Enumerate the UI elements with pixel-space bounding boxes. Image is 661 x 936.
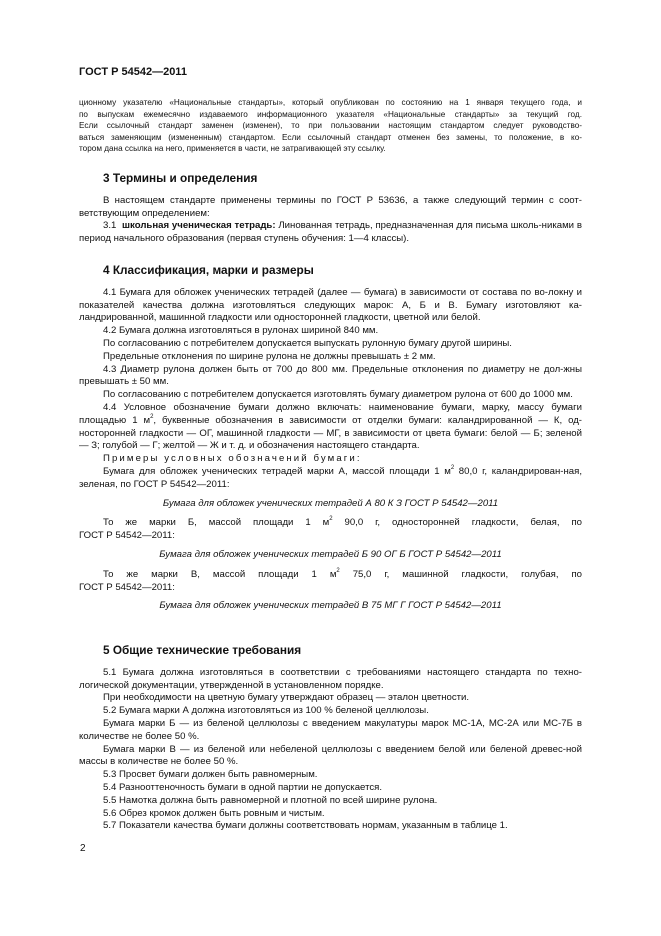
superscript: 2 — [336, 567, 340, 574]
example-description — [79, 466, 582, 492]
intro-line: ционному указателю «Национальные стандарты», который опубликован по состоянию на 1 января текущего года, и — [79, 98, 582, 107]
paragraph: В настоящем стандарте применены термины по ГОСТ Р 53636, а также следующий термин с соот-ветствующим определением: — [79, 194, 582, 219]
example-code: Бумага для обложек ученических тетрадей В 75 МГ Г ГОСТ Р 54542—2011 — [159, 600, 502, 612]
document-header: ГОСТ Р 54542—2011 — [79, 66, 187, 78]
paragraph: По согласованию с потребителем допускается выпускать рулонную бумагу другой ширины. — [103, 337, 512, 349]
text-run: 4.4 Условное обозначение бумаги должно включать: наименование бумаги, марку, массу бумаги площадью 1 м — [79, 401, 582, 426]
section-5 — [79, 644, 582, 833]
example-description-cont: ГОСТ Р 54542—2011: — [79, 530, 175, 542]
superscript: 2 — [450, 464, 455, 471]
section-4 — [79, 264, 582, 613]
text-run: Бумага для обложек ученических тетрадей марки А, массой площади 1 м — [103, 465, 451, 477]
intro-line: ваться заменяющим (измененным) стандартом. Если ссылочный стандарт отменен без замены, то положение, в ко- — [79, 132, 582, 142]
paragraph: 5.1 Бумага должна изготовляться в соответствии с требованиями настоящего стандарта по техно-логической документации, утвержденной в установленном порядке. — [79, 666, 582, 691]
section-3-heading: 3 Термины и определения — [103, 171, 258, 185]
text-run: 90,0 г, односторонней гладкости, белая, по — [332, 517, 582, 529]
text-run: То же марки Б, массой площади 1 м — [103, 517, 330, 529]
paragraph: Бумага марки Б — из беленой целлюлозы с введением макулатуры марок МС-1А, МС-2А или МС-7Б в количестве не более 50 %. — [79, 717, 582, 742]
paragraph: По согласованию с потребителем допускается изготовлять бумагу диаметром рулона от 600 до 1000 мм. — [103, 389, 573, 401]
example-code: Бумага для обложек ученических тетрадей Б 90 ОГ Б ГОСТ Р 54542—2011 — [159, 548, 502, 560]
definition-term: школьная ученическая тетрадь: — [122, 220, 276, 232]
definition-text: Линованная тетрадь, предназначенная для письма школь-никами в период начального образования (первая ступень обучения: 1—4 классы). — [79, 220, 582, 245]
page-number: 2 — [80, 843, 86, 854]
text-run: 75,0 г, машинной гладкости, голубая, по — [339, 568, 582, 580]
paragraph: 5.3 Просвет бумаги должен быть равномерным. — [103, 769, 318, 781]
superscript: 2 — [329, 516, 333, 523]
superscript: 2 — [150, 413, 154, 420]
paragraph: Предельные отклонения по ширине рулона не должны превышать ± 2 мм. — [103, 350, 436, 362]
paragraph: 4.1 Бумага для обложек ученических тетрадей (далее — бумага) в зависимости от состава по во-локну и показателей качества должна изготовляться следующих марок: А, Б и В. Бумагу изготовляют ка-ландрированной, машинной гладкости или односторонней гладкости, цветной или белой. — [79, 286, 582, 324]
paragraph: 4.3 Диаметр рулона должен быть от 700 до 800 мм. Предельные отклонения по диаметру не дол-жны превышать ± 50 мм. — [79, 363, 582, 388]
intro-line: по выпускам ежемесячно издаваемого информационного указателя «Национальные стандарты» за текущий год. — [79, 109, 582, 119]
paragraph: 4.2 Бумага должна изготовляться в рулонах шириной 840 мм. — [103, 325, 379, 337]
definition-paragraph — [79, 220, 582, 246]
paragraph: 5.2 Бумага марки А должна изготовляться из 100 % беленой целлюлозы. — [103, 705, 429, 717]
paragraph: 5.6 Обрез кромок должен быть ровным и чистым. — [103, 807, 325, 819]
paragraph: 5.7 Показатели качества бумаги должны соответствовать нормам, указанным в таблице 1. — [103, 820, 508, 832]
paragraph: Бумага марки В — из беленой или небеленой целлюлозы с введением белой или беленой древес-ной массы в количестве не более 50 %. — [79, 743, 582, 768]
intro-line: тором дана ссылка на него, применяется в части, не затрагивающей эту ссылку. — [79, 144, 386, 154]
example-description — [79, 517, 582, 530]
definition-number: 3.1 — [103, 220, 117, 232]
text-run: , буквенные обозначения в зависимости от отделки бумаги: каландрированной — К, од-носторонней гладкости — ОГ, машинной гладкости — МГ, в зависимости от цвета бумаги: белой — Б; зеленой — З; голубой — Г; желтой — Ж и т. д. и обозначения настоящего стандарта. — [79, 414, 582, 452]
intro-line: Если ссылочный стандарт заменен (изменен), то при пользовании настоящим стандартом следует руководство- — [79, 121, 582, 131]
text-run: То же марки В, массой площади 1 м — [103, 568, 337, 580]
example-description-cont: ГОСТ Р 54542—2011: — [79, 581, 175, 593]
intro-paragraph — [79, 97, 582, 155]
section-5-heading: 5 Общие технические требования — [103, 643, 302, 657]
examples-label: Примеры условных обозначений бумаги: — [103, 453, 362, 465]
example-description — [79, 569, 582, 582]
example-code: Бумага для обложек ученических тетрадей А 80 К З ГОСТ Р 54542—2011 — [162, 497, 499, 509]
section-3 — [79, 172, 582, 246]
paragraph — [79, 402, 582, 453]
paragraph: 5.5 Намотка должна быть равномерной и плотной по всей ширине рулона. — [103, 794, 438, 806]
section-4-heading: 4 Классификация, марки и размеры — [103, 263, 314, 277]
text-run: 80,0 г, каландрирован-ная, зеленая, по ГОСТ Р 54542—2011: — [79, 465, 582, 490]
paragraph: 5.4 Разнооттеночность бумаги в одной партии не допускается. — [103, 781, 383, 793]
paragraph: При необходимости на цветную бумагу утверждают образец — эталон цветности. — [103, 692, 470, 704]
